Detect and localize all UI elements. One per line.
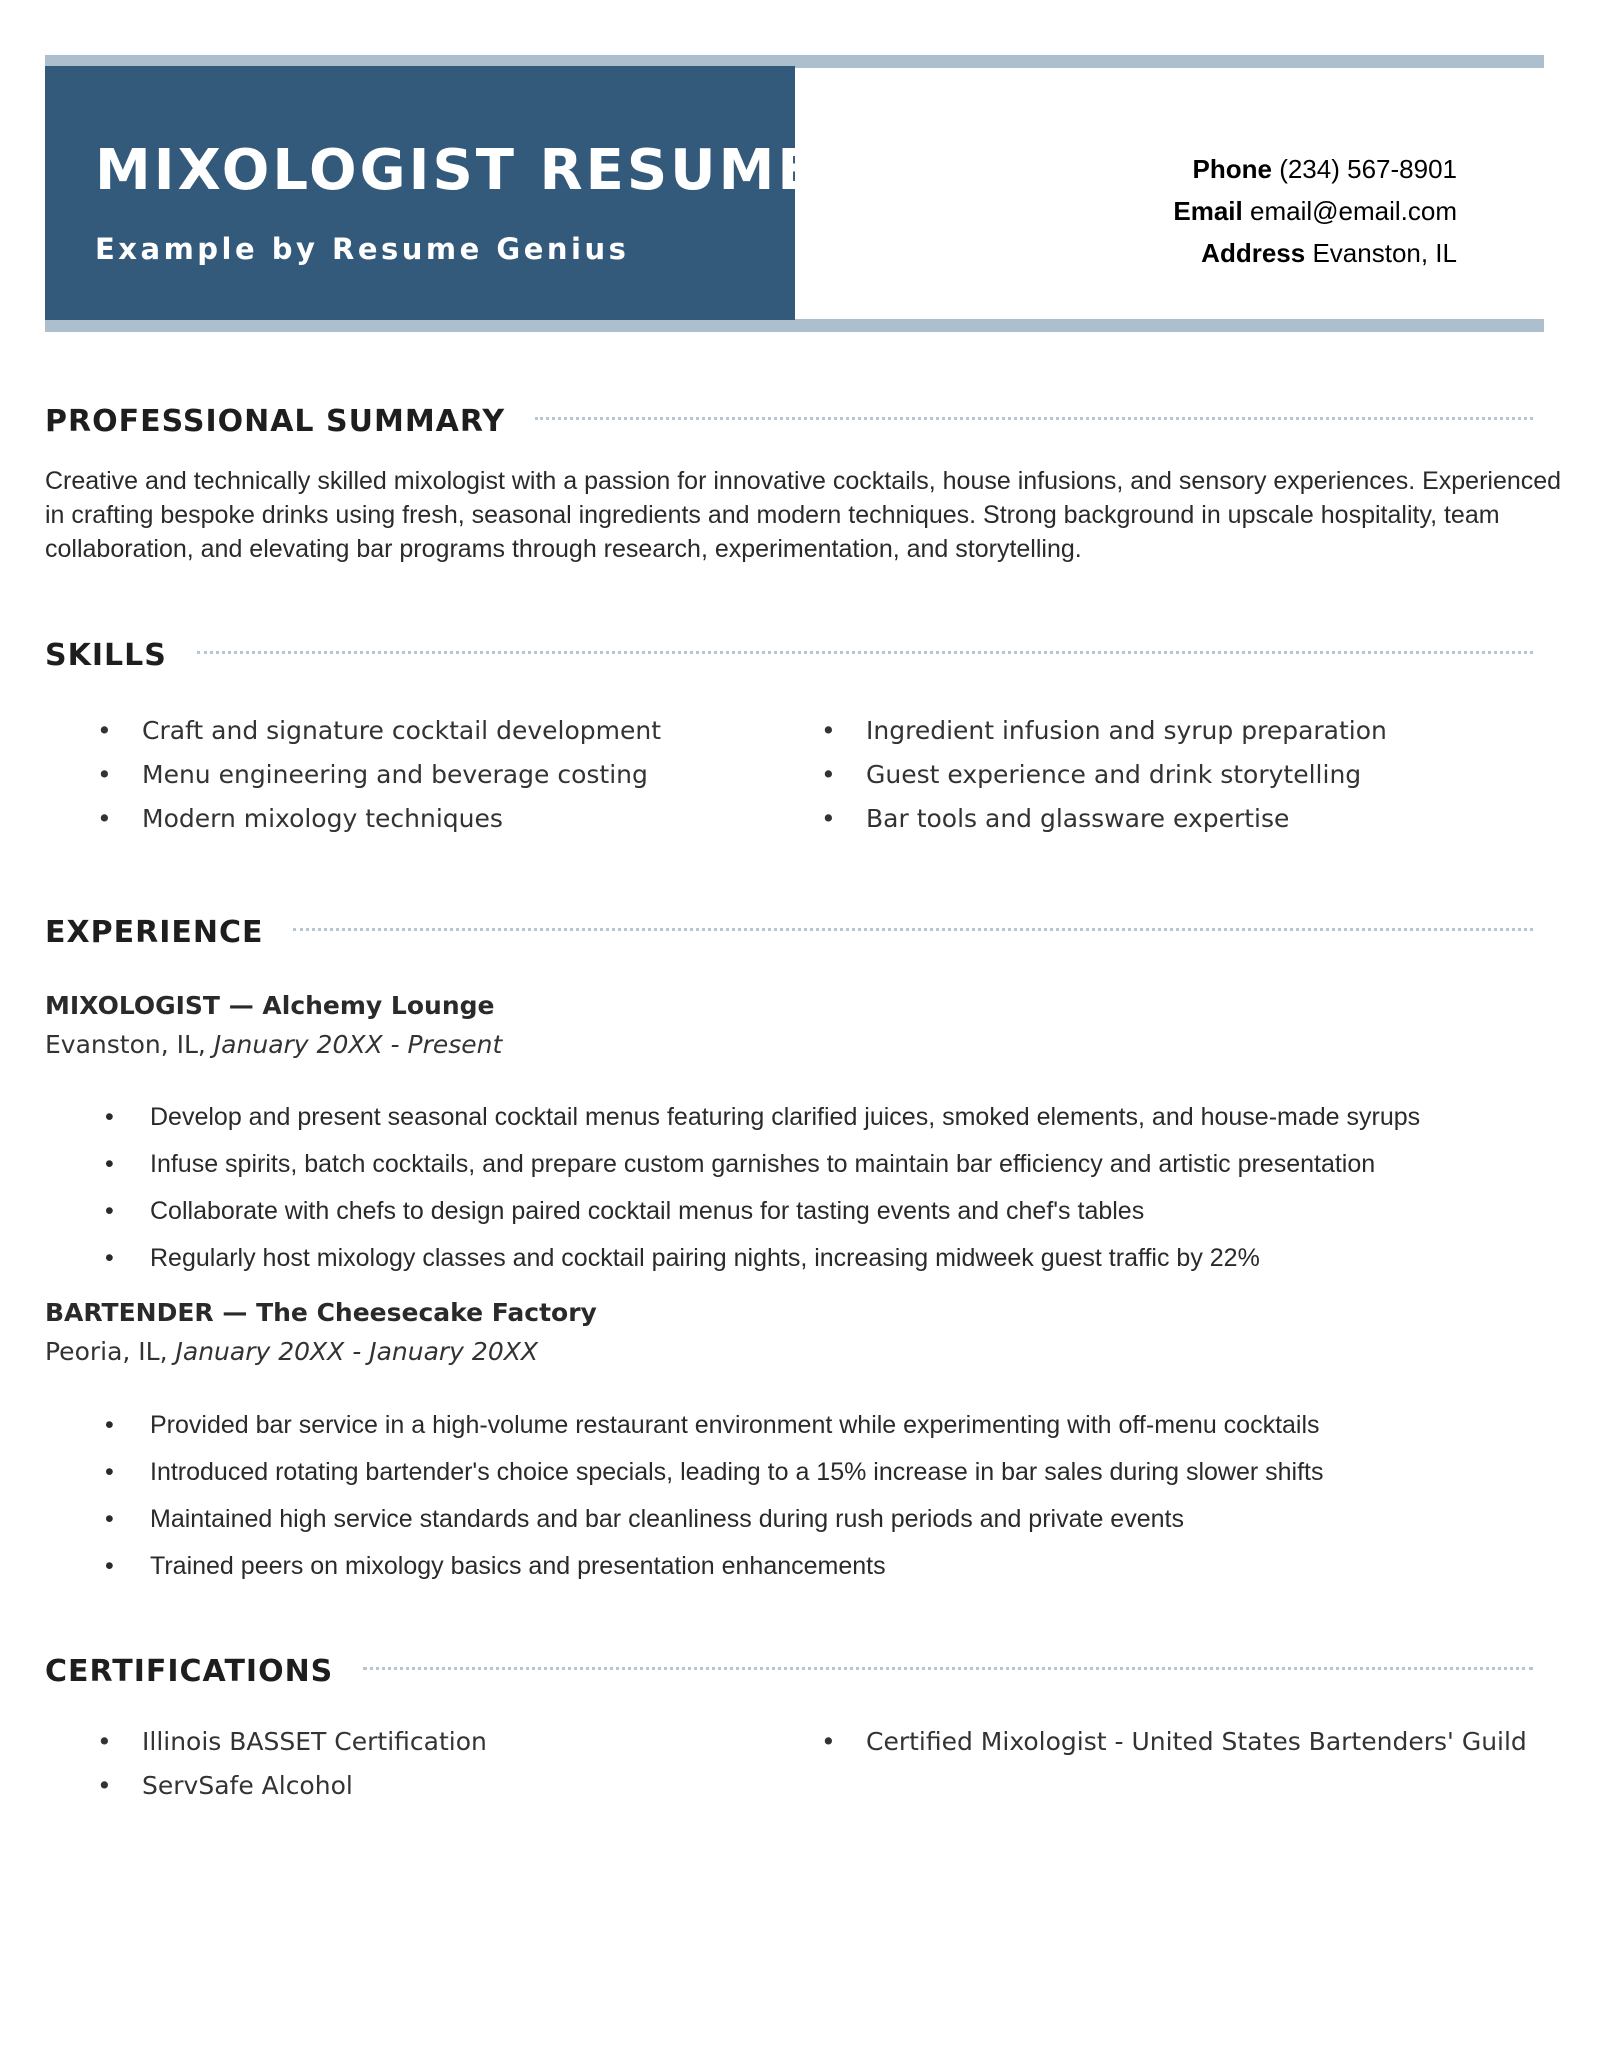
experience-heading: EXPERIENCE <box>45 914 264 950</box>
job-bullets <box>105 1402 1324 1590</box>
list-item: • Maintained high service standards and bar cleanliness during rush periods and private events <box>105 1496 1324 1543</box>
list-item: • Provided bar service in a high-volume restaurant environment while experimenting with off-menu cocktails <box>105 1402 1324 1449</box>
bullet-icon: • <box>97 760 112 789</box>
job-location: Evanston, IL, <box>45 1030 214 1059</box>
job-title: MIXOLOGIST — Alchemy Lounge <box>45 991 495 1020</box>
contact-info <box>1173 148 1457 274</box>
bullet-icon: • <box>105 1244 114 1272</box>
bullet-icon: • <box>821 1727 836 1756</box>
section-divider <box>197 651 1533 654</box>
bullet-icon: • <box>105 1103 114 1131</box>
certifications-heading: CERTIFICATIONS <box>45 1653 334 1689</box>
resume-title: MIXOLOGIST RESUME <box>95 138 819 203</box>
bullet-icon: • <box>105 1458 114 1486</box>
bullet-icon: • <box>97 1727 112 1756</box>
bullet-icon: • <box>105 1552 114 1580</box>
contact-address <box>1173 232 1457 274</box>
skills-list-right <box>821 709 1387 841</box>
list-item: • Guest experience and drink storytelling <box>821 753 1387 797</box>
certifications-list-right <box>821 1720 1527 1764</box>
email-label: Email <box>1173 196 1243 226</box>
skills-list-left <box>97 709 661 841</box>
bullet-icon: • <box>821 760 836 789</box>
job-dates: January 20XX - January 20XX <box>175 1337 538 1366</box>
job-title: BARTENDER — The Cheesecake Factory <box>45 1298 597 1327</box>
list-item: • Modern mixology techniques <box>97 797 661 841</box>
address-value: Evanston, IL <box>1312 238 1457 268</box>
bullet-icon: • <box>97 1771 112 1800</box>
bullet-icon: • <box>105 1197 114 1225</box>
job-bullets <box>105 1094 1420 1282</box>
bullet-icon: • <box>105 1150 114 1178</box>
list-item: • Introduced rotating bartender's choice specials, leading to a 15% increase in bar sales during slower shifts <box>105 1449 1324 1496</box>
list-item: • Bar tools and glassware expertise <box>821 797 1387 841</box>
contact-email <box>1173 190 1457 232</box>
phone-label: Phone <box>1192 154 1272 184</box>
section-divider <box>535 417 1533 420</box>
skills-section-heading <box>45 635 1533 675</box>
summary-section-heading <box>45 401 1533 441</box>
summary-text: Creative and technically skilled mixologist with a passion for innovative cocktails, house infusions, and sensory experiences. Experienced in crafting bespoke drinks using fresh, seasonal ingredients and modern techniques. Strong background in upscale hospitality, team collaboration, and elevating bar programs through research, experimentation, and storytelling. <box>45 467 1562 563</box>
list-item: • Develop and present seasonal cocktail menus featuring clarified juices, smoked elements, and house-made syrups <box>105 1094 1420 1141</box>
list-item: • ServSafe Alcohol <box>97 1764 487 1808</box>
certifications-list-left <box>97 1720 487 1808</box>
resume-subtitle: Example by Resume Genius <box>95 232 630 266</box>
job-location: Peoria, IL, <box>45 1337 176 1366</box>
list-item: • Illinois BASSET Certification <box>97 1720 487 1764</box>
list-item: • Certified Mixologist - United States Bartenders' Guild <box>821 1720 1527 1764</box>
bullet-icon: • <box>105 1411 114 1439</box>
skills-heading: SKILLS <box>45 637 167 673</box>
resume-header <box>45 55 1544 332</box>
contact-phone <box>1173 148 1457 190</box>
summary-heading: PROFESSIONAL SUMMARY <box>45 403 506 439</box>
bullet-icon: • <box>821 716 836 745</box>
list-item: • Collaborate with chefs to design paired cocktail menus for tasting events and chef's tables <box>105 1188 1420 1235</box>
bullet-icon: • <box>821 804 836 833</box>
list-item: • Craft and signature cocktail development <box>97 709 661 753</box>
experience-section-heading <box>45 912 1533 952</box>
email-value: email@email.com <box>1250 196 1457 226</box>
section-divider <box>293 928 1533 931</box>
header-bottom-rule <box>45 319 1544 332</box>
phone-value: (234) 567-8901 <box>1279 154 1457 184</box>
list-item: • Menu engineering and beverage costing <box>97 753 661 797</box>
section-divider <box>363 1667 1533 1670</box>
list-item: • Trained peers on mixology basics and presentation enhancements <box>105 1543 1324 1590</box>
job-meta <box>45 1337 538 1366</box>
bullet-icon: • <box>97 716 112 745</box>
list-item: • Regularly host mixology classes and cocktail pairing nights, increasing midweek guest traffic by 22% <box>105 1235 1420 1282</box>
bullet-icon: • <box>105 1505 114 1533</box>
job-meta <box>45 1030 502 1059</box>
bullet-icon: • <box>97 804 112 833</box>
list-item: • Ingredient infusion and syrup preparation <box>821 709 1387 753</box>
list-item: • Infuse spirits, batch cocktails, and prepare custom garnishes to maintain bar efficiency and artistic presentation <box>105 1141 1420 1188</box>
address-label: Address <box>1201 238 1306 268</box>
certifications-section-heading <box>45 1651 1533 1691</box>
job-dates: January 20XX - Present <box>213 1030 503 1059</box>
title-block <box>45 66 819 320</box>
